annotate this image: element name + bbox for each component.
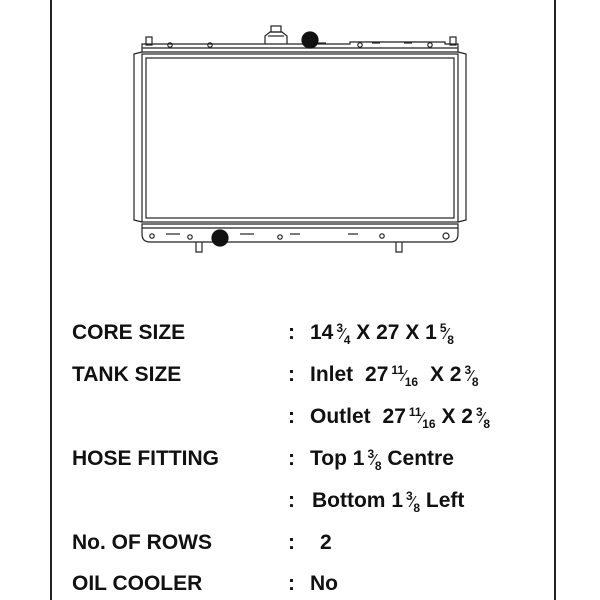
- radiator-diagram: [120, 20, 480, 265]
- top-tank: [142, 37, 458, 52]
- tank-outlet-colon: :: [288, 405, 295, 428]
- hose-bottom-colon: :: [288, 489, 295, 512]
- right-side-bracket: [458, 52, 466, 222]
- bottom-tank: [142, 224, 458, 252]
- frame-right-line: [554, 0, 556, 600]
- oil-cooler-colon: :: [288, 572, 295, 595]
- rows-colon: :: [288, 531, 295, 554]
- tank-inlet-colon: :: [288, 363, 295, 386]
- top-hose-fitting: [302, 32, 318, 48]
- hose-top-value: Top 1 $^3⁄_8$ Centre: [310, 447, 454, 473]
- hose-fitting-label: HOSE FITTING: [72, 447, 219, 470]
- tank-size-label: TANK SIZE: [72, 363, 182, 386]
- core-size-label: CORE SIZE: [72, 321, 186, 344]
- frame-left-line: [50, 0, 52, 600]
- bottom-hose-fitting: [212, 230, 228, 246]
- hose-top-colon: :: [288, 447, 295, 470]
- rows-label: No. OF ROWS: [72, 531, 212, 554]
- tank-outlet-value: Outlet 27 $^{11}⁄_{16}$ X 2 $^3⁄_8$: [310, 405, 491, 431]
- oil-cooler-value: No: [310, 572, 338, 595]
- rows-value: 2: [320, 531, 332, 554]
- radiator-cap: [265, 26, 287, 44]
- oil-cooler-label: OIL COOLER: [72, 572, 203, 595]
- tank-inlet-value: Inlet 27 $^{11}⁄_{16}$ X 2 $^3⁄_8$: [310, 363, 479, 389]
- core-size-value: 14 $^3⁄_4$ X 27 X 1 $^5⁄_8$: [310, 321, 454, 347]
- radiator-core: [142, 54, 458, 222]
- hose-bottom-value: Bottom 1 $^3⁄_8$ Left: [312, 489, 465, 515]
- left-side-bracket: [134, 52, 142, 222]
- core-size-colon: :: [288, 321, 295, 344]
